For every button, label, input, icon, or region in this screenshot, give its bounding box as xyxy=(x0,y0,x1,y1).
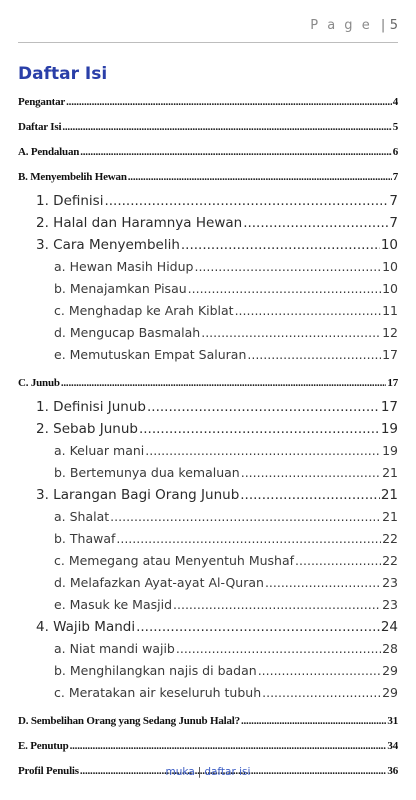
toc-entry-page: 19 xyxy=(382,443,398,458)
toc-entry-page: 6 xyxy=(392,146,398,158)
toc-entry-page: 31 xyxy=(387,715,398,727)
toc-entry[interactable] xyxy=(18,682,398,704)
daftar-isi-link[interactable]: daftar isi xyxy=(204,766,251,778)
toc-leader-dots xyxy=(136,616,380,638)
toc-entry[interactable] xyxy=(18,140,398,165)
toc-entry-page: 28 xyxy=(382,641,398,656)
toc-entry-label: a. Shalat xyxy=(54,509,110,524)
toc-entry-page: 21 xyxy=(382,465,398,480)
toc-entry[interactable] xyxy=(18,256,398,278)
toc-entry-label: C. Junub xyxy=(18,377,60,389)
toc-entry-label: B. Menyembelih Hewan xyxy=(18,171,127,183)
muka-link[interactable]: muka xyxy=(165,766,195,778)
toc-leader-dots xyxy=(147,396,380,418)
toc-entry-page: 10 xyxy=(382,281,398,296)
toc-leader-dots xyxy=(66,90,392,115)
table-of-contents xyxy=(18,90,398,784)
toc-entry-page: 11 xyxy=(382,303,398,318)
toc-entry[interactable] xyxy=(18,638,398,660)
toc-entry-label: a. Hewan Masih Hidup xyxy=(54,259,194,274)
toc-entry[interactable] xyxy=(18,616,398,638)
toc-entry-label: c. Meratakan air keseluruh tubuh xyxy=(54,685,262,700)
toc-entry[interactable] xyxy=(18,344,398,366)
toc-entry-page: 34 xyxy=(387,740,398,752)
toc-entry-label: b. Thawaf xyxy=(54,531,116,546)
toc-entry[interactable] xyxy=(18,396,398,418)
toc-entry-label: 1. Definisi xyxy=(36,193,104,209)
toc-entry-page: 17 xyxy=(380,399,398,415)
toc-leader-dots xyxy=(145,440,381,462)
toc-entry-label: 2. Halal dan Haramnya Hewan xyxy=(36,215,243,231)
toc-leader-dots xyxy=(62,115,391,140)
toc-entry[interactable] xyxy=(18,506,398,528)
toc-leader-dots xyxy=(61,371,387,396)
toc-entry-label: e. Memutuskan Empat Saluran xyxy=(54,347,247,362)
toc-entry-label: Profil Penulis xyxy=(18,765,79,777)
toc-entry[interactable] xyxy=(18,212,398,234)
toc-entry-page: 10 xyxy=(382,259,398,274)
toc-entry-label: c. Memegang atau Menyentuh Mushaf xyxy=(54,553,295,568)
toc-leader-dots xyxy=(243,212,388,234)
toc-entry-label: b. Menghilangkan najis di badan xyxy=(54,663,257,678)
toc-leader-dots xyxy=(235,300,382,322)
toc-leader-dots xyxy=(262,682,381,704)
toc-leader-dots xyxy=(80,140,392,165)
toc-entry-page: 21 xyxy=(382,509,398,524)
toc-entry-page: 17 xyxy=(387,377,398,389)
toc-entry-page: 7 xyxy=(389,215,398,231)
toc-entry[interactable] xyxy=(18,550,398,572)
toc-entry-page: 36 xyxy=(387,765,398,777)
toc-entry-page: 7 xyxy=(389,193,398,209)
toc-leader-dots xyxy=(194,256,381,278)
toc-entry[interactable] xyxy=(18,115,398,140)
toc-entry[interactable] xyxy=(18,322,398,344)
toc-entry-label: 4. Wajib Mandi xyxy=(36,619,136,635)
toc-leader-dots xyxy=(258,660,381,682)
toc-leader-dots xyxy=(241,709,386,734)
toc-entry-page: 23 xyxy=(382,597,398,612)
toc-entry-label: Pengantar xyxy=(18,96,66,108)
toc-entry[interactable] xyxy=(18,572,398,594)
page-label: P a g e xyxy=(310,18,373,33)
toc-leader-dots xyxy=(265,572,381,594)
toc-entry-page: 24 xyxy=(380,619,398,635)
toc-entry[interactable] xyxy=(18,660,398,682)
header-rule xyxy=(18,42,398,43)
toc-title: Daftar Isi xyxy=(18,64,108,84)
toc-entry-label: a. Niat mandi wajib xyxy=(54,641,175,656)
footer-separator: | xyxy=(197,766,202,778)
toc-leader-dots xyxy=(241,462,381,484)
toc-leader-dots xyxy=(176,638,381,660)
toc-entry[interactable] xyxy=(18,594,398,616)
toc-entry-label: 2. Sebab Junub xyxy=(36,421,138,437)
toc-entry[interactable] xyxy=(18,165,398,190)
toc-leader-dots xyxy=(116,528,381,550)
toc-entry-label: D. Sembelihan Orang yang Sedang Junub Halal? xyxy=(18,715,240,727)
toc-entry-page: 19 xyxy=(380,421,398,437)
toc-leader-dots xyxy=(188,278,381,300)
toc-leader-dots xyxy=(181,234,380,256)
toc-entry[interactable] xyxy=(18,371,398,396)
page-header xyxy=(310,18,398,33)
toc-entry-label: b. Bertemunya dua kemaluan xyxy=(54,465,240,480)
toc-leader-dots xyxy=(247,344,381,366)
toc-entry-page: 4 xyxy=(392,96,398,108)
toc-entry[interactable] xyxy=(18,234,398,256)
toc-entry[interactable] xyxy=(18,90,398,115)
footer-nav xyxy=(0,766,416,778)
toc-entry[interactable] xyxy=(18,440,398,462)
toc-leader-dots xyxy=(110,506,381,528)
toc-entry-label: 3. Cara Menyembelih xyxy=(36,237,180,253)
toc-leader-dots xyxy=(128,165,392,190)
page-number: 5 xyxy=(389,18,398,33)
toc-entry[interactable] xyxy=(18,300,398,322)
toc-entry[interactable] xyxy=(18,278,398,300)
toc-leader-dots xyxy=(70,734,387,759)
toc-entry-page: 21 xyxy=(380,487,398,503)
toc-entry-label: e. Masuk ke Masjid xyxy=(54,597,173,612)
toc-entry-label: a. Keluar mani xyxy=(54,443,145,458)
toc-entry[interactable] xyxy=(18,528,398,550)
toc-entry[interactable] xyxy=(18,734,398,759)
toc-entry-label: E. Penutup xyxy=(18,740,69,752)
toc-leader-dots xyxy=(201,322,381,344)
toc-entry-page: 23 xyxy=(382,575,398,590)
toc-leader-dots xyxy=(139,418,380,440)
toc-entry-page: 29 xyxy=(382,685,398,700)
toc-entry[interactable] xyxy=(18,190,398,212)
toc-leader-dots xyxy=(295,550,381,572)
toc-entry-label: b. Menajamkan Pisau xyxy=(54,281,187,296)
toc-entry-page: 5 xyxy=(392,121,398,133)
toc-leader-dots xyxy=(104,190,388,212)
toc-entry-page: 17 xyxy=(382,347,398,362)
toc-entry-page: 7 xyxy=(392,171,398,183)
toc-entry-label: 3. Larangan Bagi Orang Junub xyxy=(36,487,240,503)
toc-entry-label: 1. Definisi Junub xyxy=(36,399,146,415)
toc-entry-label: d. Melafazkan Ayat-ayat Al-Quran xyxy=(54,575,264,590)
toc-entry[interactable] xyxy=(18,709,398,734)
toc-entry-page: 10 xyxy=(380,237,398,253)
toc-entry-label: c. Menghadap ke Arah Kiblat xyxy=(54,303,234,318)
toc-entry-label: d. Mengucap Basmalah xyxy=(54,325,201,340)
toc-entry-page: 22 xyxy=(382,553,398,568)
toc-entry-label: A. Pendaluan xyxy=(18,146,80,158)
toc-entry-page: 12 xyxy=(382,325,398,340)
toc-entry[interactable] xyxy=(18,484,398,506)
toc-entry-page: 29 xyxy=(382,663,398,678)
toc-leader-dots xyxy=(240,484,380,506)
toc-entry[interactable] xyxy=(18,418,398,440)
toc-entry[interactable] xyxy=(18,462,398,484)
page-separator: | xyxy=(380,18,388,33)
toc-entry-page: 22 xyxy=(382,531,398,546)
toc-entry-label: Daftar Isi xyxy=(18,121,62,133)
toc-leader-dots xyxy=(173,594,381,616)
